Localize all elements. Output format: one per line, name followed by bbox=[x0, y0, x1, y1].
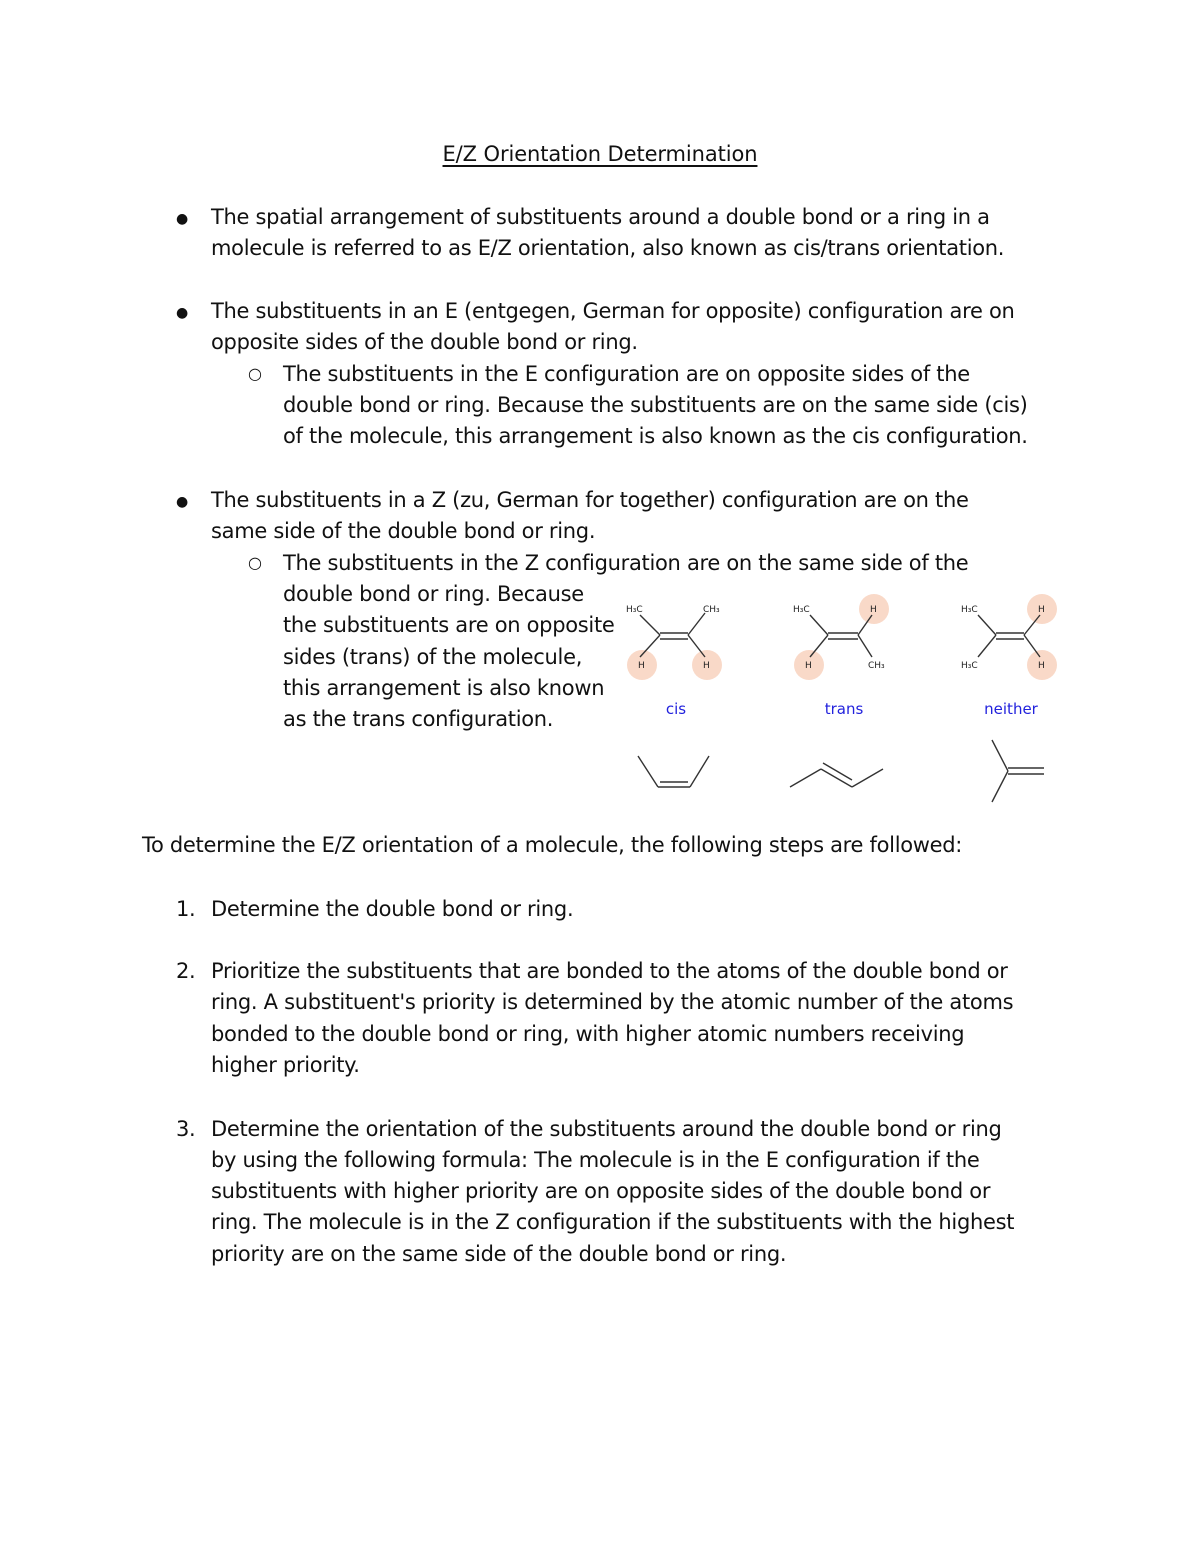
bullet-3-sub-line-3: the substituents are on opposite bbox=[283, 613, 615, 637]
sub-bullet-marker: ○ bbox=[248, 553, 262, 572]
bullet-3-line-2: same side of the double bond or ring. bbox=[211, 519, 596, 543]
bullet-1-line-2: molecule is referred to as E/Z orientation, also known as cis/trans orientation. bbox=[211, 236, 1005, 260]
bullet-3-line-1: The substituents in a Z (zu, German for together) configuration are on the bbox=[211, 488, 969, 512]
step-number: 2. bbox=[176, 959, 196, 983]
cis-molecule bbox=[640, 613, 705, 657]
step-2-line-2: ring. A substituent's priority is determined by the atomic number of the atoms bbox=[211, 990, 1014, 1014]
trans-molecule bbox=[810, 615, 872, 657]
atom-label: H bbox=[870, 605, 877, 615]
bullet-marker: ● bbox=[176, 494, 189, 510]
step-3-line-4: ring. The molecule is in the Z configuration if the substituents with the highest bbox=[211, 1210, 1015, 1234]
step-number: 3. bbox=[176, 1117, 196, 1141]
neither-molecule bbox=[978, 615, 1040, 657]
bullet-3-sub-line-6: as the trans configuration. bbox=[283, 707, 554, 731]
bullet-3-sub-line-4: sides (trans) of the molecule, bbox=[283, 645, 583, 669]
step-2-line-1: Prioritize the substituents that are bonded to the atoms of the double bond or bbox=[211, 959, 1008, 983]
trans-skeletal bbox=[790, 763, 883, 787]
atom-label: H bbox=[1038, 605, 1045, 615]
bullet-1-line-1: The spatial arrangement of substituents around a double bond or a ring in a bbox=[211, 205, 990, 229]
step-number: 1. bbox=[176, 897, 196, 921]
bullet-2-sub-line-2: double bond or ring. Because the substituents are on the same side (cis) bbox=[283, 393, 1028, 417]
bullet-2-sub-line-3: of the molecule, this arrangement is also known as the cis configuration. bbox=[283, 424, 1028, 448]
bullet-marker: ● bbox=[176, 305, 189, 321]
step-1-line-1: Determine the double bond or ring. bbox=[211, 897, 574, 921]
label-cis: cis bbox=[665, 700, 687, 718]
step-2-line-4: higher priority. bbox=[211, 1053, 360, 1077]
atom-label: CH₃ bbox=[703, 605, 720, 615]
step-3-line-1: Determine the orientation of the substituents around the double bond or ring bbox=[211, 1117, 1002, 1141]
step-3-line-5: priority are on the same side of the double bond or ring. bbox=[211, 1242, 787, 1266]
cis-skeletal bbox=[638, 756, 709, 787]
bullet-3-sub-line-1: The substituents in the Z configuration are on the same side of the bbox=[283, 551, 969, 575]
bullet-2-line-1: The substituents in an E (entgegen, German for opposite) configuration are on bbox=[211, 299, 1015, 323]
label-neither: neither bbox=[984, 700, 1038, 718]
bullet-2-line-2: opposite sides of the double bond or ring. bbox=[211, 330, 638, 354]
bullet-marker: ● bbox=[176, 211, 189, 227]
page-title: E/Z Orientation Determination bbox=[442, 142, 758, 166]
step-2-line-3: bonded to the double bond or ring, with higher atomic numbers receiving bbox=[211, 1022, 965, 1046]
bullet-3-sub-line-5: this arrangement is also known bbox=[283, 676, 605, 700]
atom-label: H₃C bbox=[626, 605, 643, 615]
step-3-line-3: substituents with higher priority are on opposite sides of the double bond or bbox=[211, 1179, 991, 1203]
highlight-circles bbox=[627, 594, 1057, 680]
bullet-2-sub-line-1: The substituents in the E configuration are on opposite sides of the bbox=[283, 362, 970, 386]
atom-label: H₃C bbox=[793, 605, 810, 615]
label-trans: trans bbox=[824, 700, 864, 718]
atom-label: H₃C bbox=[961, 661, 978, 671]
atom-label: CH₃ bbox=[868, 661, 885, 671]
atom-label: H bbox=[638, 661, 645, 671]
atom-label: H bbox=[703, 661, 710, 671]
atom-label: H bbox=[805, 661, 812, 671]
step-3-line-2: by using the following formula: The molecule is in the E configuration if the bbox=[211, 1148, 980, 1172]
sub-bullet-marker: ○ bbox=[248, 364, 262, 383]
steps-intro: To determine the E/Z orientation of a molecule, the following steps are followed: bbox=[142, 833, 963, 857]
bullet-3-sub-line-2: double bond or ring. Because bbox=[283, 582, 584, 606]
neither-skeletal bbox=[992, 740, 1044, 802]
atom-label: H bbox=[1038, 661, 1045, 671]
atom-label: H₃C bbox=[961, 605, 978, 615]
